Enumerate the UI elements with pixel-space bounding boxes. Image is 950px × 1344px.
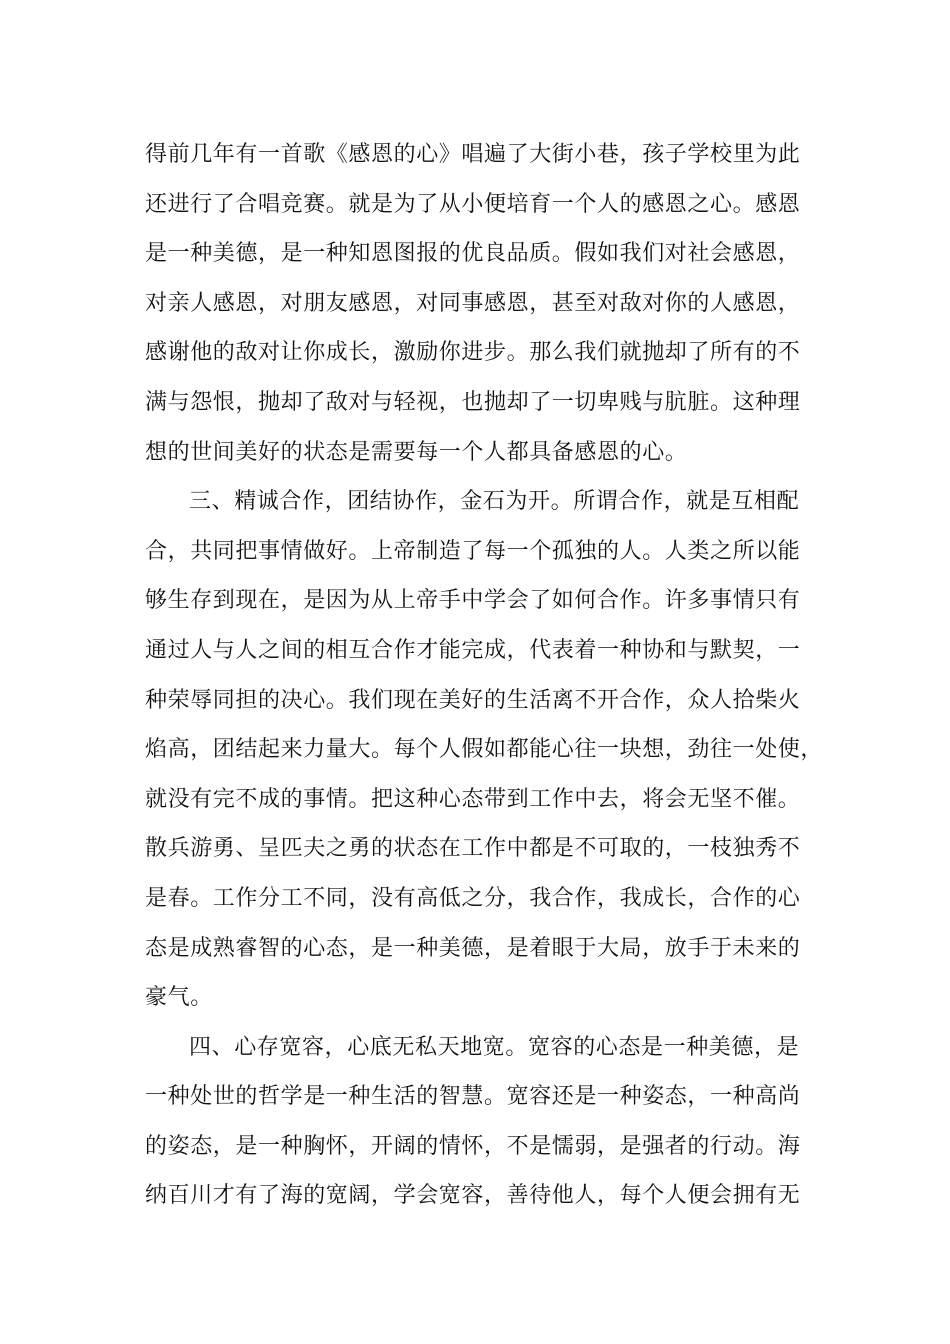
text-line: 满与怨恨，抛却了敌对与轻视，也抛却了一切卑贱与肮脏。这种理 — [145, 389, 801, 415]
text-line: 的姿态，是一种胸怀，开阔的情怀，不是懦弱，是强者的行动。海 — [145, 1133, 801, 1159]
text-line: 够生存到现在，是因为从上帝手中学会了如何合作。许多事情只有 — [145, 588, 801, 614]
text-line: 态是成熟睿智的心态，是一种美德，是着眼于大局，放手于未来的 — [145, 935, 801, 961]
text-line: 散兵游勇、呈匹夫之勇的状态在工作中都是不可取的，一枝独秀不 — [145, 836, 801, 862]
text-line: 感谢他的敌对让你成长，激励你进步。那么我们就抛却了所有的不 — [145, 340, 801, 366]
paragraph-start-line: 三、精诚合作，团结协作，金石为开。所谓合作，就是互相配 — [189, 489, 800, 515]
paragraph-start-line: 四、心存宽容，心底无私天地宽。宽容的心态是一种美德，是 — [189, 1034, 800, 1060]
text-line: 是一种美德，是一种知恩图报的优良品质。假如我们对社会感恩， — [145, 241, 801, 267]
text-line: 对亲人感恩，对朋友感恩，对同事感恩，甚至对敌对你的人感恩， — [145, 290, 801, 316]
text-line: 想的世间美好的状态是需要每一个人都具备感恩的心。 — [145, 439, 688, 465]
text-line: 是春。工作分工不同，没有高低之分，我合作，我成长，合作的心 — [145, 885, 801, 911]
text-line: 豪气。 — [145, 985, 213, 1011]
text-line: 合，共同把事情做好。上帝制造了每一个孤独的人。人类之所以能 — [145, 538, 801, 564]
text-line: 还进行了合唱竞赛。就是为了从小便培育一个人的感恩之心。感恩 — [145, 191, 801, 217]
text-line: 通过人与人之间的相互合作才能完成，代表着一种协和与默契，一 — [145, 637, 801, 663]
text-line: 种荣辱同担的决心。我们现在美好的生活离不开合作，众人拾柴火 — [145, 687, 801, 713]
text-line: 焰高，团结起来力量大。每个人假如都能心往一块想，劲往一处使， — [145, 737, 824, 763]
text-line: 得前几年有一首歌《感恩的心》唱遍了大街小巷，孩子学校里为此 — [145, 142, 801, 167]
body-text — [145, 130, 835, 1221]
text-line: 一种处世的哲学是一种生活的智慧。宽容还是一种姿态，一种高尚 — [145, 1084, 801, 1110]
text-line: 纳百川才有了海的宽阔，学会宽容，善待他人，每个人便会拥有无 — [145, 1183, 801, 1209]
text-line: 就没有完不成的事情。把这种心态带到工作中去，将会无坚不催。 — [145, 786, 801, 812]
